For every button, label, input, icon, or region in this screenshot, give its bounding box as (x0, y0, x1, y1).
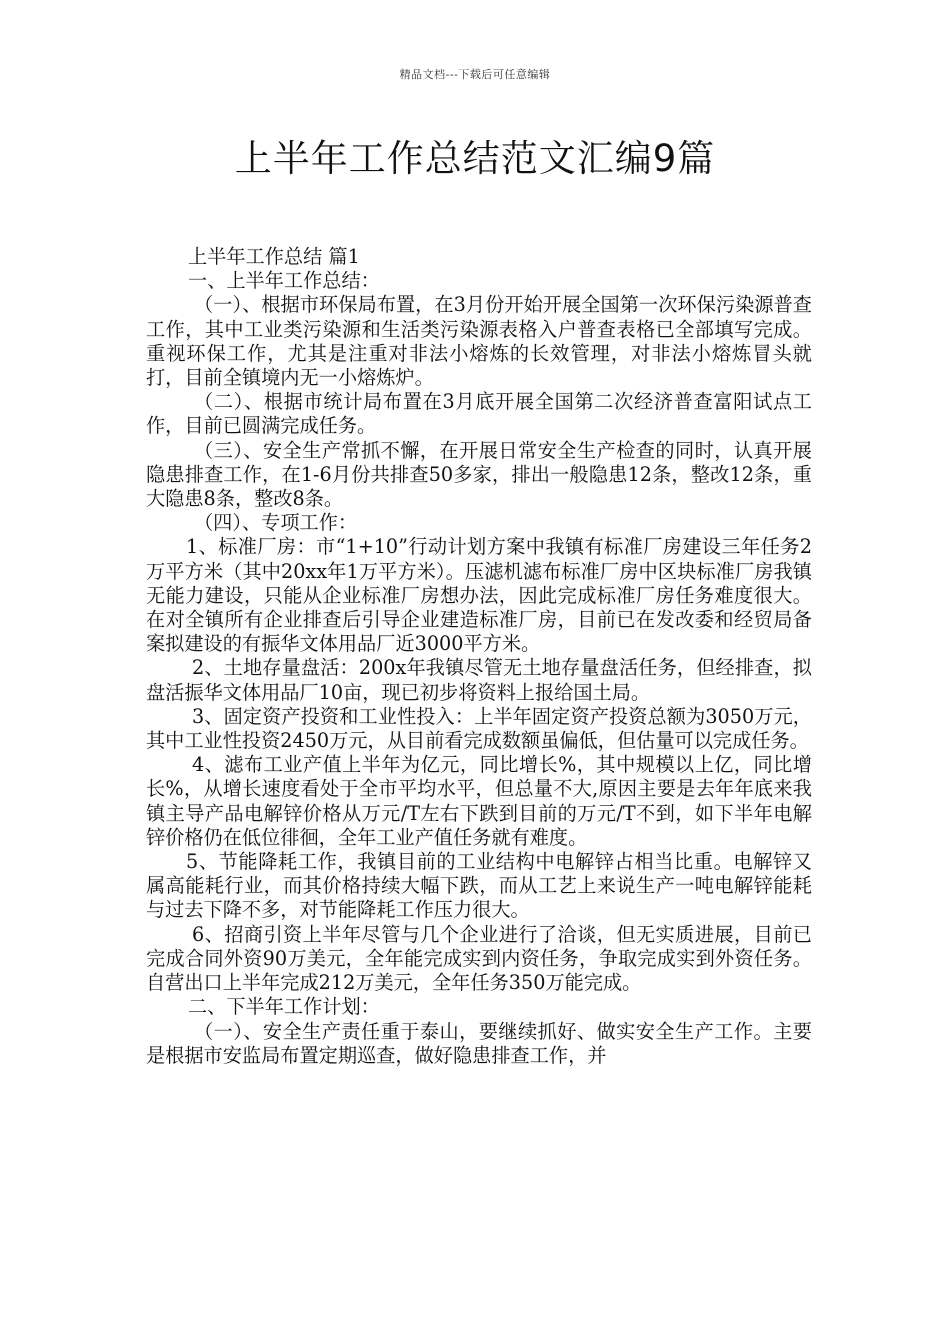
document-title: 上半年工作总结范文汇编9篇 (234, 137, 716, 180)
sub-heading: （四）、专项工作： (194, 511, 358, 535)
paragraph: （一）、安全生产责任重于泰山，要继续抓好、做实安全生产工作。主要是根据市安监局布置定期巡查，做好隐患排查工作，并 (146, 1019, 812, 1067)
paragraph: （三）、安全生产常抓不懈，在开展日常安全生产检查的同时，认真开展隐患排查工作，在1-6月份共排查50多家，排出一般隐患12条，整改12条，重大隐患8条，整改8条。 (146, 438, 812, 511)
list-item: 6、招商引资上半年尽管与几个企业进行了洽谈，但无实质进展，目前已完成合同外资90万美元，全年能完成实到内资任务，争取完成实到外资任务。自营出口上半年完成212万美元，全年任务350万能完成。 (146, 922, 812, 995)
paragraph: （二）、根据市统计局布置在3月底开展全国第二次经济普查富阳试点工作，目前已圆满完成任务。 (146, 390, 812, 438)
list-item: 3、固定资产投资和工业性投入：上半年固定资产投资总额为3050万元，其中工业性投资2450万元，从目前看完成数额虽偏低，但估量可以完成任务。 (146, 704, 812, 753)
list-item: 4、滤布工业产值上半年为亿元，同比增长%，其中规模以上亿，同比增长%，从增长速度看处于全市平均水平，但总量不大,原因主要是去年年底来我镇主导产品电解锌价格从万元/T左右下跌到目前的万元/T不到，如下半年电解锌价格仍在低位徘徊，全年工业产值任务就有难度。 (146, 753, 812, 849)
section-heading: 上半年工作总结 篇1 (188, 245, 360, 268)
document-body (146, 245, 812, 1068)
list-item: 1、标准厂房：市“1+10”行动计划方案中我镇有标准厂房建设三年任务2万平方米（其中20xx年1万平方米）。压滤机滤布标准厂房中区块标准厂房我镇无能力建设，只能从企业标准厂房想办法，因此完成标准厂房任务难度很大。在对全镇所有企业排查后引导企业建造标准厂房，目前已在发改委和经贸局备案拟建设的有振华文体用品厂近3000平方米。 (146, 535, 812, 656)
list-item: 2、土地存量盘活：200x年我镇尽管无土地存量盘活任务，但经排查，拟盘活振华文体用品厂10亩，现已初步将资料上报给国土局。 (146, 656, 812, 704)
list-item: 5、节能降耗工作，我镇目前的工业结构中电解锌占相当比重。电解锌又属高能耗行业，而其价格持续大幅下跌，而从工艺上来说生产一吨电解锌能耗与过去下降不多，对节能降耗工作压力很大。 (146, 850, 812, 922)
part-heading: 一、上半年工作总结： (188, 269, 380, 293)
part-heading: 二、下半年工作计划： (188, 995, 380, 1019)
page-header-note: 精品文档---下载后可任意编辑 (399, 68, 551, 81)
paragraph: （一）、根据市环保局布置，在3月份开始开展全国第一次环保污染源普查工作，其中工业类污染源和生活类污染源表格入户普查表格已全部填写完成。重视环保工作，尤其是注重对非法小熔炼的长效管理，对非法小熔炼冒头就打，目前全镇境内无一小熔炼炉。 (146, 293, 812, 390)
